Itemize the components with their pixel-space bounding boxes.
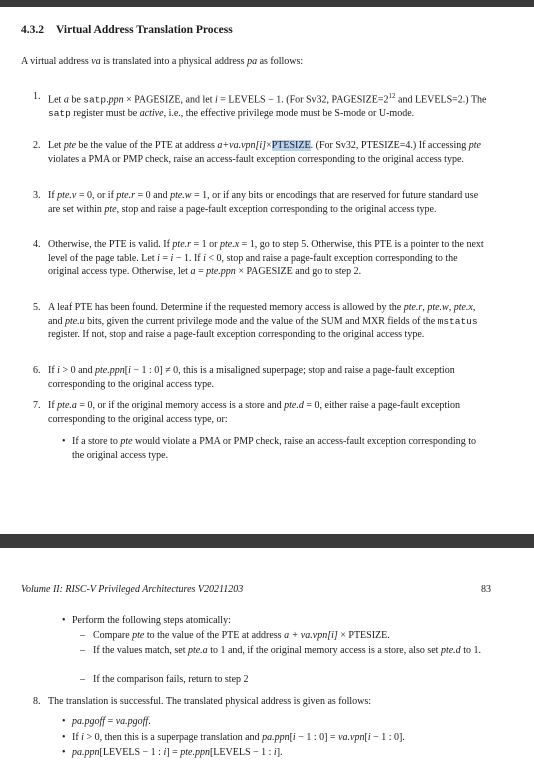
bullet-dot: • <box>62 747 66 758</box>
var: pte.u <box>64 315 85 327</box>
expr: a + va.vpn[i] <box>284 630 338 641</box>
text: Perform the following steps atomically: <box>72 615 231 626</box>
var: ppn <box>108 94 124 106</box>
var: pte <box>63 140 77 151</box>
var: i <box>170 252 174 264</box>
text: × PAGESIZE, and let <box>123 94 215 106</box>
var: i <box>157 252 160 264</box>
step-1 <box>33 90 490 120</box>
var: a <box>190 266 196 277</box>
text: [LEVELS − 1 : <box>209 747 274 758</box>
var: i <box>214 94 218 106</box>
dash: – <box>80 674 85 685</box>
dash: – <box>80 645 85 656</box>
text: Compare <box>93 630 133 641</box>
var: pte.ppn <box>95 365 125 376</box>
highlighted-ptesize: PTESIZE <box>271 140 311 151</box>
var: i <box>128 365 131 376</box>
text: = 0 and <box>135 190 171 201</box>
section-heading <box>21 24 233 36</box>
text: = 0, or if the original memory access is a store and <box>76 400 285 411</box>
var: pte <box>104 203 117 215</box>
text: = 1 or <box>191 239 221 250</box>
step-number: 5. <box>33 302 41 313</box>
atomic-bullet <box>62 614 490 628</box>
text: If <box>48 365 58 376</box>
text: , i.e., the effective privilege mode must be S-mode or U-mode. <box>163 107 415 119</box>
text: [ <box>364 732 368 743</box>
text: . <box>106 94 109 106</box>
step-2 <box>33 139 490 166</box>
text: > 0, then this is a superpage translation and <box>83 732 263 743</box>
bullet-dot: • <box>62 436 66 447</box>
text: If <box>48 400 58 411</box>
text: − 1. If <box>173 252 204 264</box>
expr: va.pgoff <box>115 716 149 727</box>
step-5 <box>33 301 490 342</box>
text: = <box>105 716 116 727</box>
text: = LEVELS − 1. (For Sv32, PAGESIZE=2 <box>217 94 389 106</box>
step-6 <box>33 364 490 391</box>
var: pte.r <box>172 239 192 250</box>
dash: – <box>80 630 85 641</box>
step-number: 6. <box>33 365 41 376</box>
top-page-edge <box>0 0 534 7</box>
var: pte.r <box>403 302 423 313</box>
step-number: 4. <box>33 239 41 250</box>
bullet-dot: • <box>62 732 66 743</box>
var: i <box>273 747 277 758</box>
var: i <box>292 732 296 743</box>
step-number: 7. <box>33 400 41 411</box>
text: If the values match, set <box>93 645 188 656</box>
text: ] = <box>166 747 181 758</box>
var: i <box>203 252 206 264</box>
var: pte <box>120 436 133 447</box>
section-number: 4.3.2 <box>21 24 44 36</box>
text: = <box>159 252 171 264</box>
var: pte.v <box>57 190 77 201</box>
dash-item-match <box>80 644 493 658</box>
text: = 1, go to step 5. Otherwise, this PTE is a pointer to the next level of the page table. Let <box>48 239 484 264</box>
code-mstatus: mstatus <box>437 315 478 327</box>
text: > 0 and <box>59 365 96 376</box>
text: would violate a PMA or PMP check, raise an access-fault exception corresponding to the original access type. <box>72 436 476 461</box>
step-number: 1. <box>33 91 41 102</box>
text: ]. <box>276 747 283 758</box>
step-3 <box>33 189 490 216</box>
var: pte.a <box>57 400 77 411</box>
text: × PAGESIZE and go to step 2. <box>235 266 362 277</box>
section-title: Virtual Address Translation Process <box>56 24 233 36</box>
text: . (For Sv32, PTESIZE=4.) If accessing <box>310 140 469 151</box>
intro-paragraph <box>21 56 303 67</box>
var: pte.w <box>427 302 449 313</box>
text: Otherwise, the PTE is valid. If <box>48 239 173 250</box>
var: i <box>57 365 60 376</box>
step-7-bullet <box>62 435 490 462</box>
text: − 1 : 0]. <box>370 732 405 743</box>
bullet-dot: • <box>62 615 66 626</box>
expr: pte.ppn <box>180 747 210 758</box>
text: and LEVELS=2.) The <box>395 94 487 106</box>
text: bits, given the current privilege mode and the value of the SUM and MXR fields of the <box>84 315 438 327</box>
var: pte.r <box>116 190 136 201</box>
text: Let <box>48 140 64 151</box>
var: pte.d <box>284 400 304 411</box>
text: to 1 and, if the original memory access is a store, also set <box>207 645 441 656</box>
superscript: 12 <box>388 92 396 100</box>
text: = 1, or if any bits or encodings that are reserved for future standard use are set within <box>48 190 479 215</box>
text: If <box>48 190 58 201</box>
text: , and <box>48 302 476 327</box>
var: a <box>63 94 69 106</box>
text: × <box>266 140 272 151</box>
intro-text: is translated into a physical address <box>100 56 248 67</box>
var-pa: pa <box>247 56 258 67</box>
dash-item-compare <box>80 629 493 643</box>
text: , <box>448 302 454 313</box>
text: If a store to <box>72 436 121 447</box>
text: be <box>68 94 84 106</box>
step-7 <box>33 399 490 426</box>
text: [ <box>289 732 293 743</box>
step-number: 2. <box>33 140 41 151</box>
text: Let <box>48 94 64 106</box>
var: pte.w <box>170 190 192 201</box>
step-number: 3. <box>33 190 41 201</box>
dash-item-fail <box>80 673 493 687</box>
var: pte.ppn <box>206 266 236 277</box>
emph: active <box>139 107 164 119</box>
var: i <box>367 732 371 743</box>
text: . <box>148 716 151 727</box>
var: pte.x <box>453 302 473 313</box>
step-8-bullet-superpage <box>62 731 490 745</box>
var: pte.d <box>440 645 461 656</box>
text: violates a PMA or PMP check, raise an access-fault exception corresponding to the original access type. <box>48 153 464 165</box>
expr: pa.pgoff <box>72 716 106 727</box>
text: [LEVELS − 1 : <box>99 747 164 758</box>
var: pte.a <box>187 645 208 656</box>
var: pte.x <box>220 239 240 250</box>
code-satp: satp <box>48 107 71 119</box>
text: to the value of the PTE at address <box>144 630 285 641</box>
text: , stop and raise a page-fault exception corresponding to the original access type. <box>116 203 437 215</box>
page-header <box>21 584 491 595</box>
text: [ <box>124 365 129 376</box>
text: register must be <box>70 107 140 119</box>
text: = <box>195 266 207 277</box>
text: × PTESIZE. <box>337 630 390 641</box>
text: If <box>72 732 82 743</box>
expr: pa.ppn <box>262 732 290 743</box>
text: − 1 : 0] ≠ 0, this is a misaligned superpage; stop and raise a page-fault exception corresponding to the original access type. <box>48 365 455 390</box>
var: pte <box>468 140 481 151</box>
var: i <box>163 747 167 758</box>
expr: a+va.vpn[i] <box>217 140 267 151</box>
text: If the comparison fails, return to step 2 <box>93 674 249 685</box>
expr: va.vpn <box>338 732 365 743</box>
bullet-dot: • <box>62 716 66 727</box>
var: i <box>81 732 84 743</box>
page-break <box>0 534 534 548</box>
step-8-bullet-pgoff <box>62 715 490 729</box>
text: = 0, either raise a page-fault exception corresponding to the original access type, or: <box>48 400 460 425</box>
expr: pa.ppn <box>72 747 100 758</box>
var: pte <box>132 630 145 641</box>
step-number: 8. <box>33 696 41 707</box>
text: to 1. <box>460 645 481 656</box>
text: < 0, stop and raise a page-fault exception corresponding to the original access type. Otherwise, let <box>48 252 458 277</box>
volume-title: Volume II: RISC-V Privileged Architectures V20211203 <box>21 584 244 595</box>
text: register. If not, stop and raise a page-fault exception corresponding to the original access type. <box>48 329 425 340</box>
intro-text: as follows: <box>257 56 304 67</box>
step-4 <box>33 238 490 279</box>
page-number: 83 <box>481 584 491 595</box>
text: The translation is successful. The translated physical address is given as follows: <box>48 696 372 707</box>
var-va: va <box>91 56 101 67</box>
text: , <box>422 302 428 313</box>
step-8 <box>33 695 490 709</box>
text: − 1 : 0] = <box>295 732 339 743</box>
code-satp: satp <box>83 94 107 106</box>
text: A leaf PTE has been found. Determine if the requested memory access is allowed by the <box>48 302 404 313</box>
text: = 0, or if <box>76 190 117 201</box>
step-8-bullet-ppn <box>62 746 490 760</box>
text: be the value of the PTE at address <box>76 140 218 151</box>
intro-text: A virtual address <box>21 56 92 67</box>
